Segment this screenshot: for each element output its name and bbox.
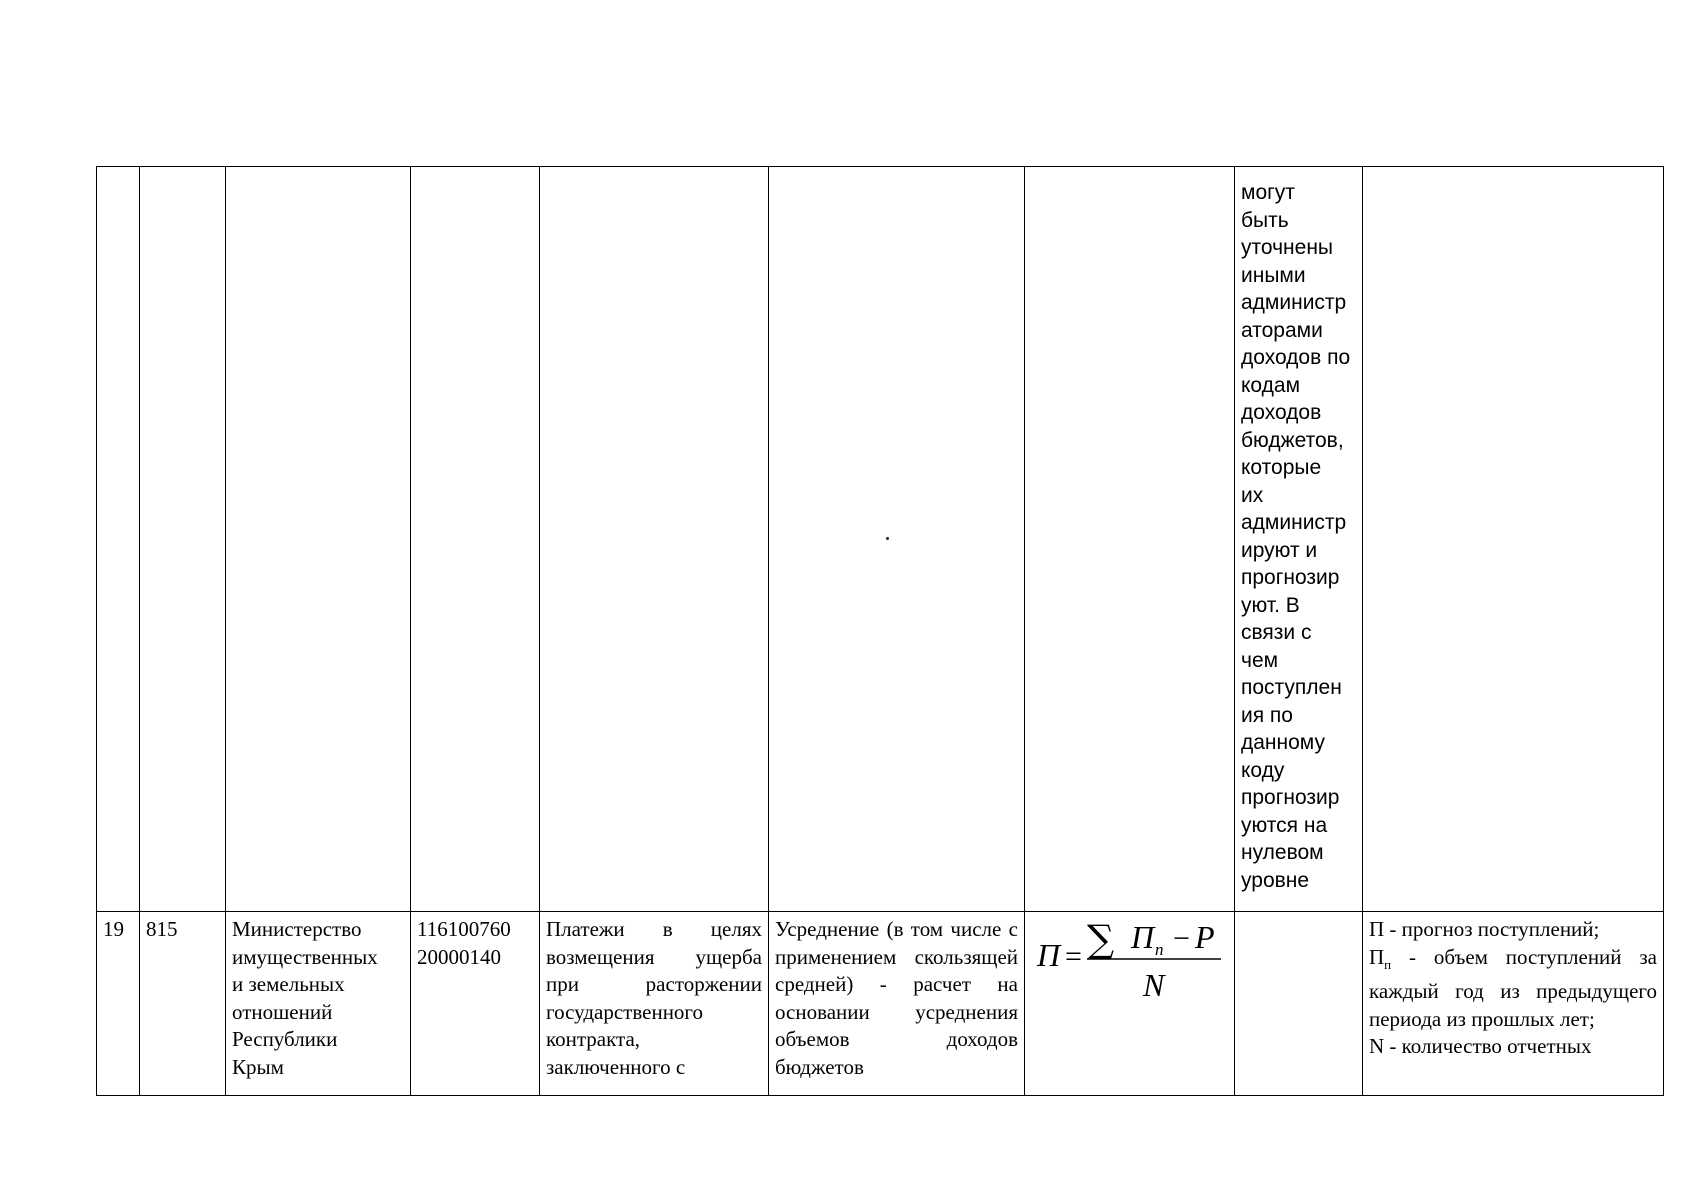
legend-line-3: N - количество отчетных	[1369, 1034, 1592, 1059]
formula-den: N	[1143, 967, 1165, 1003]
formula-sub: n	[1155, 940, 1164, 959]
cell-note	[1235, 912, 1363, 1096]
table-row-19	[97, 912, 1664, 1096]
revenue-forecast-table	[96, 166, 1664, 1096]
cell-method	[769, 167, 1025, 912]
cell-kbk	[411, 167, 540, 912]
revenue-name: Платежи в целях возмещения ущерба при расторжении государственного контракта, заключенного с	[546, 917, 762, 1079]
legend-line-1: П - прогноз поступлений;	[1369, 917, 1600, 941]
formula-p: P	[1195, 919, 1215, 955]
formula-minus: −	[1173, 922, 1190, 955]
cell-legend	[1363, 167, 1664, 912]
cell-admin	[226, 167, 411, 912]
cell-code	[140, 167, 226, 912]
cell-num	[97, 167, 140, 912]
cell-name	[540, 912, 769, 1096]
table-row-continued	[97, 167, 1664, 912]
cell-name	[540, 167, 769, 912]
row-number: 19	[103, 917, 124, 941]
admin-code: 815	[146, 917, 178, 941]
calc-method: Усреднение (в том числе с применением скользящей средней) - расчет на основании усреднения объемов доходов бюджетов	[775, 917, 1018, 1079]
formula-term: П	[1131, 919, 1155, 955]
cell-method	[769, 912, 1025, 1096]
cell-code	[140, 912, 226, 1096]
formula-lhs: П	[1037, 937, 1061, 973]
cell-formula	[1025, 167, 1235, 912]
forecast-formula	[1031, 916, 1227, 1006]
formula-eq: =	[1065, 940, 1082, 973]
cell-legend	[1363, 912, 1664, 1096]
formula-sum: ∑	[1087, 917, 1115, 961]
cell-formula	[1025, 912, 1235, 1096]
cell-kbk: 116100760 20000140	[411, 912, 540, 1096]
cell-admin: Министерство имущественных и земельных отношений Республики Крым	[226, 912, 411, 1096]
cell-num	[97, 912, 140, 1096]
cell-note: могут быть уточнены иными администр аторами доходов по кодам доходов бюджетов, которые их администр ируют и прогнозир уют. В связи с чем поступлен ия по данному коду прогнозир уются на нулевом уровне	[1235, 167, 1363, 912]
legend-line-2: $П_п$ - объем поступлений за каждый год из предыдущего периода из прошлых лет;	[1369, 944, 1657, 1031]
